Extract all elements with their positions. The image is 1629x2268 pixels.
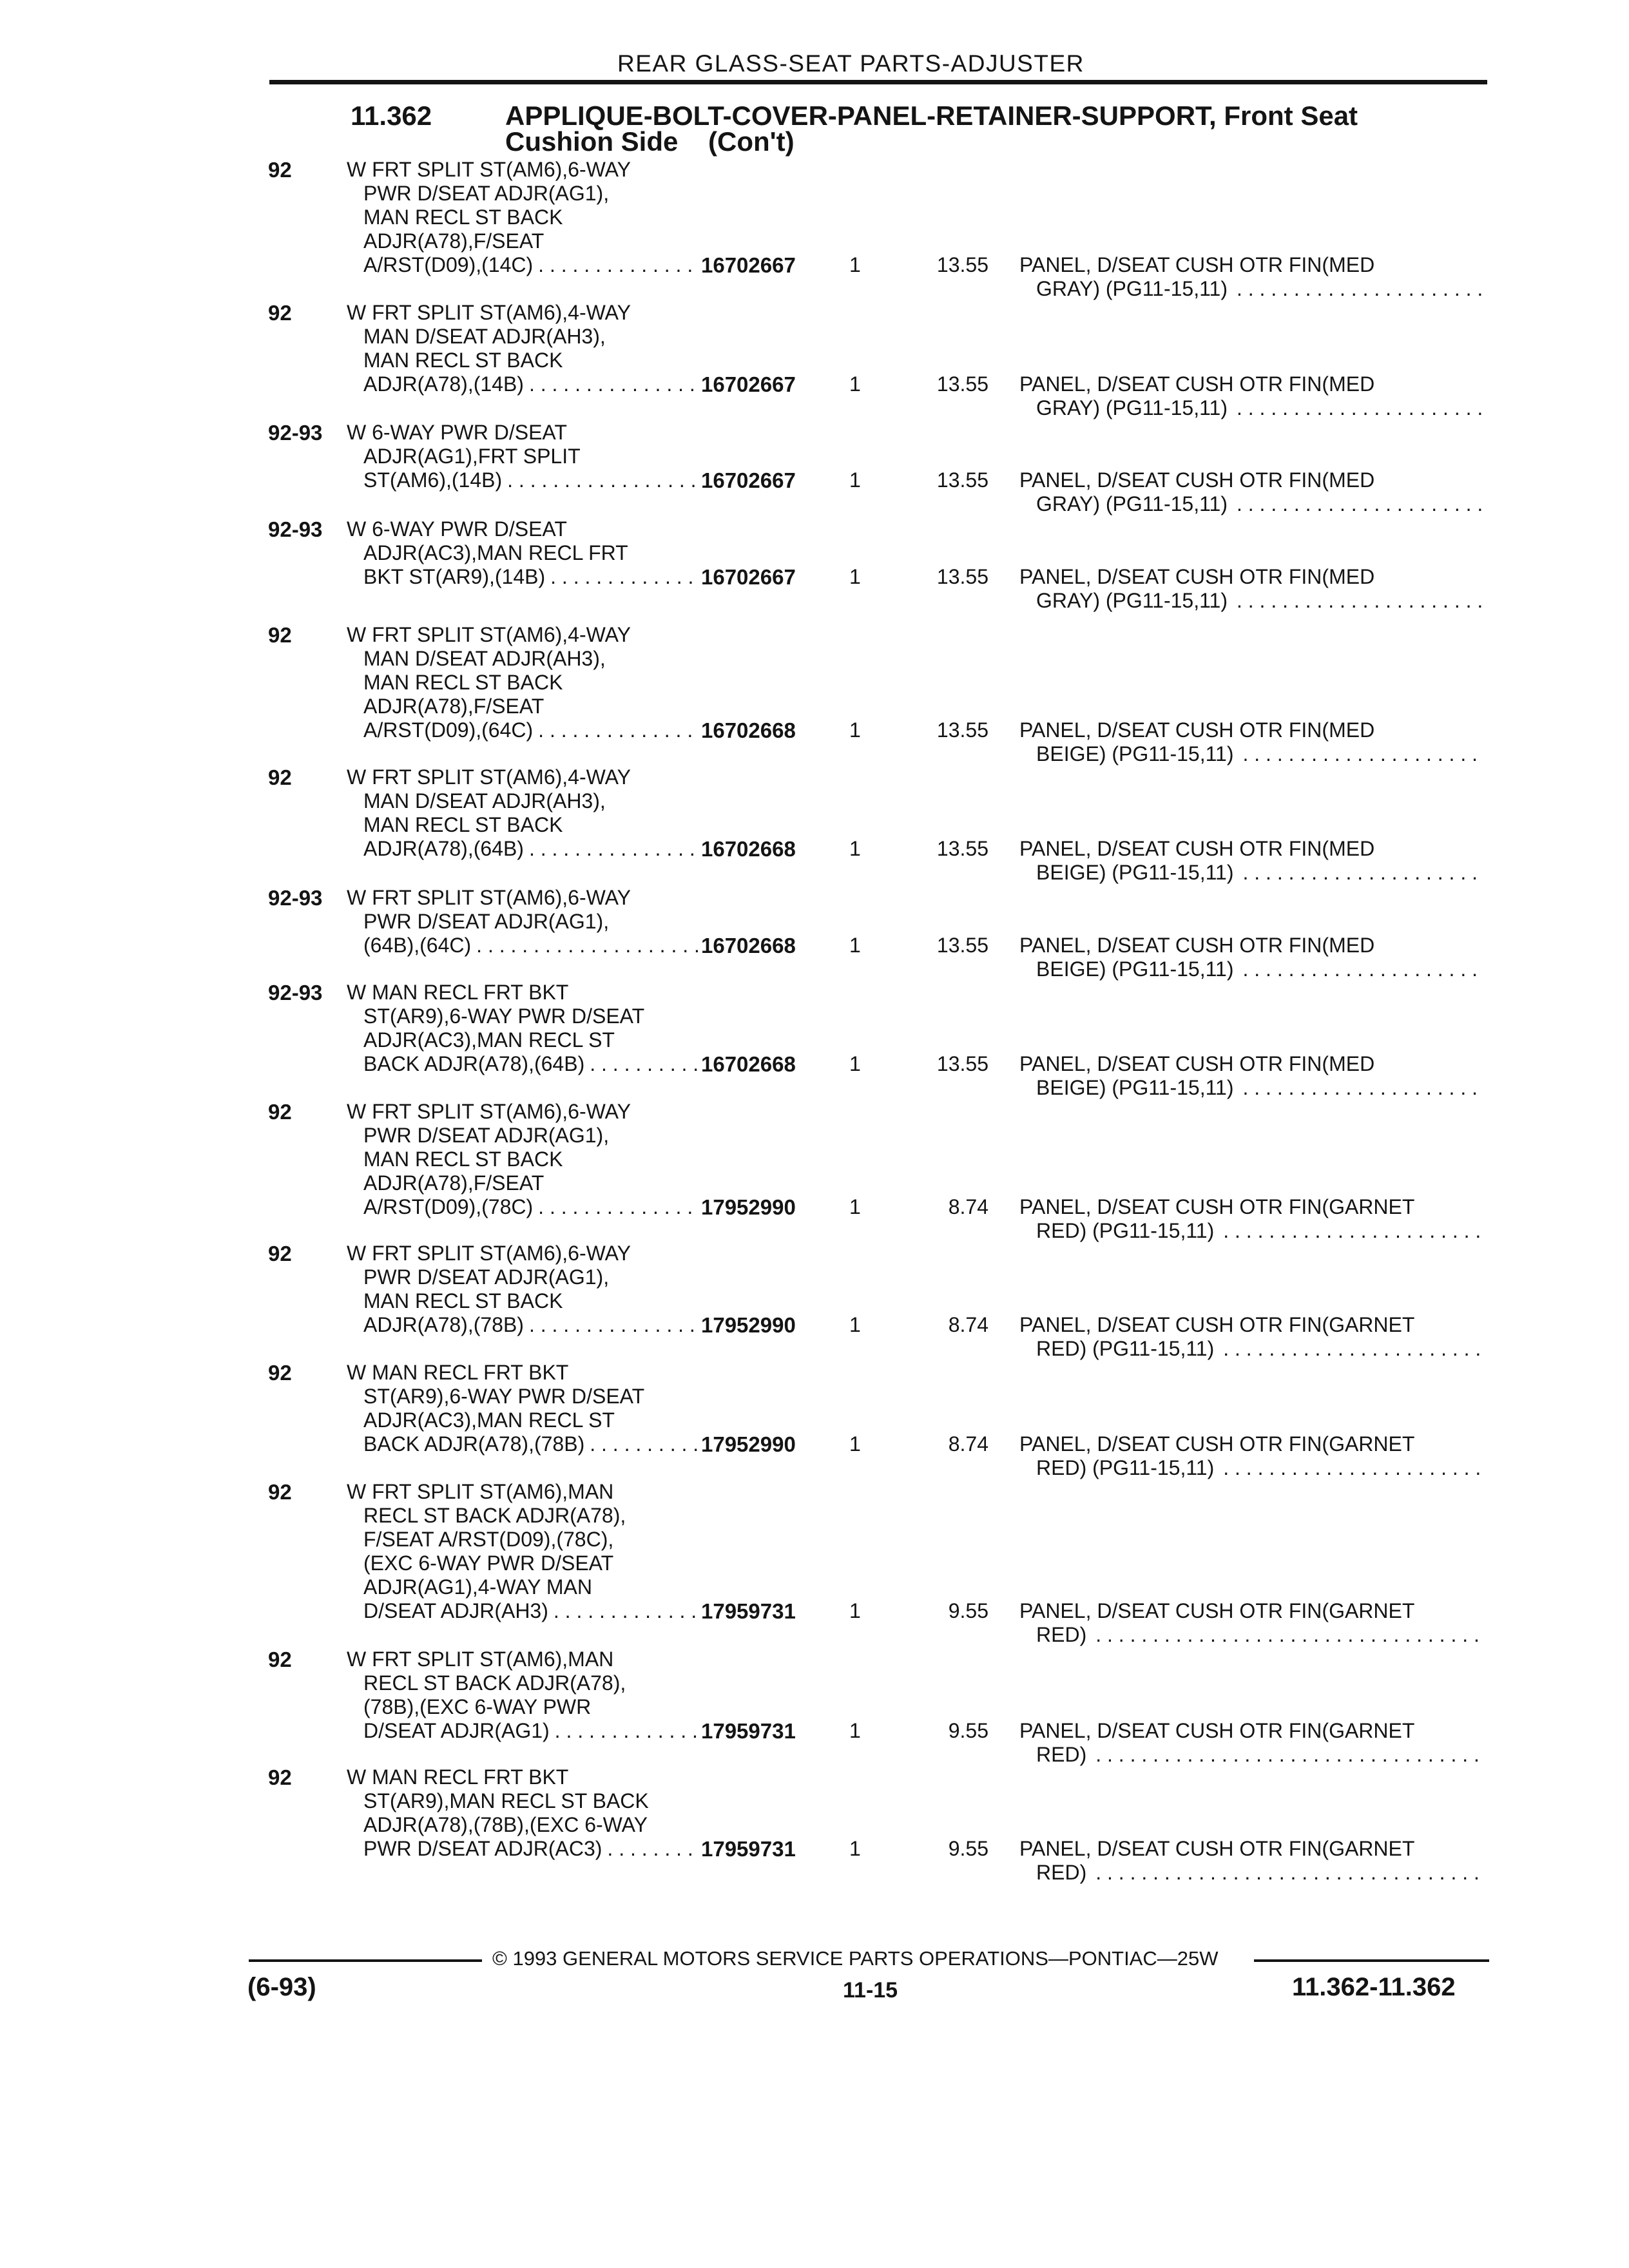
description-line: PWR D/SEAT ADJR(AG1), [363, 1265, 610, 1289]
quantity: 1 [849, 1313, 861, 1336]
description-line: W FRT SPLIT ST(AM6),6-WAY [347, 1100, 631, 1123]
quantity: 1 [849, 565, 861, 588]
part-name [1019, 565, 1483, 613]
description-line [347, 565, 698, 589]
part-name-line-2 [1019, 492, 1483, 516]
price: 13.55 [936, 1052, 988, 1075]
price: 8.74 [948, 1195, 988, 1218]
description-line-text: ADJR(A78),(14B) [363, 372, 524, 396]
page-header-title: REAR GLASS-SEAT PARTS-ADJUSTER [617, 50, 1084, 77]
quantity: 1 [849, 718, 861, 742]
part-name-line-2-text: BEIGE) (PG11-15,11) [1036, 861, 1234, 884]
part-name [1019, 468, 1483, 516]
part-name-line-1: PANEL, D/SEAT CUSH OTR FIN(GARNET [1019, 1313, 1415, 1336]
dot-leader [1086, 1861, 1483, 1885]
part-name [1019, 1599, 1483, 1647]
dot-leader [1214, 1456, 1483, 1480]
dot-leader [1214, 1337, 1483, 1361]
price: 13.55 [936, 253, 988, 276]
description-line-text: BKT ST(AR9),(14B) [363, 565, 546, 588]
price: 8.74 [948, 1313, 988, 1336]
part-name-line-2-text: GRAY) (PG11-15,11) [1036, 396, 1228, 419]
description-line: PWR D/SEAT ADJR(AG1), [363, 1124, 610, 1147]
description-line: MAN RECL ST BACK [363, 671, 563, 694]
description-line [347, 468, 698, 492]
part-name-line-2 [1019, 742, 1483, 766]
part-number: 17959731 [701, 1599, 796, 1623]
part-name [1019, 253, 1483, 301]
part-name-line-2-text: BEIGE) (PG11-15,11) [1036, 742, 1234, 765]
dot-leader [548, 1599, 698, 1623]
part-name [1019, 1195, 1483, 1243]
description-line [347, 718, 698, 742]
description-line: ADJR(AG1),FRT SPLIT [363, 445, 581, 468]
entry-year: 92 [268, 1765, 292, 1789]
description-line [347, 1313, 698, 1337]
quantity: 1 [849, 468, 861, 492]
description-line-text: A/RST(D09),(64C) [363, 718, 534, 742]
quantity: 1 [849, 1432, 861, 1456]
footer-date-code: (6-93) [247, 1973, 316, 2001]
dot-leader [524, 1313, 698, 1337]
part-name-line-1: PANEL, D/SEAT CUSH OTR FIN(MED [1019, 934, 1375, 957]
section-title [505, 103, 1358, 155]
part-name-line-2-text: RED) [1036, 1861, 1087, 1884]
footer-copyright: © 1993 GENERAL MOTORS SERVICE PARTS OPERATIONS—PONTIAC—25W [492, 1947, 1219, 1970]
part-name-line-2 [1019, 1337, 1483, 1361]
dot-leader [524, 837, 698, 861]
description-line-text: A/RST(D09),(78C) [363, 1195, 534, 1218]
entry-year: 92 [268, 1480, 292, 1504]
description-line-text: D/SEAT ADJR(AH3) [363, 1599, 548, 1622]
part-name-line-2-text: GRAY) (PG11-15,11) [1036, 277, 1228, 300]
description-line: W FRT SPLIT ST(AM6),4-WAY [347, 301, 631, 324]
description-line [347, 1719, 698, 1743]
description-line: MAN D/SEAT ADJR(AH3), [363, 325, 606, 348]
part-name-line-2 [1019, 396, 1483, 420]
description-line: W FRT SPLIT ST(AM6),MAN [347, 1648, 614, 1671]
entry-description [347, 1765, 698, 1861]
part-number: 16702667 [701, 565, 796, 589]
part-number: 16702667 [701, 372, 796, 396]
part-number: 16702668 [701, 1052, 796, 1076]
part-name-line-1: PANEL, D/SEAT CUSH OTR FIN(GARNET [1019, 1432, 1415, 1456]
description-line: (78B),(EXC 6-WAY PWR [363, 1695, 592, 1718]
description-line: ADJR(A78),F/SEAT [363, 229, 545, 253]
price: 8.74 [948, 1432, 988, 1456]
entry-year: 92 [268, 301, 292, 325]
part-name [1019, 1719, 1483, 1767]
description-line: ADJR(A78),(78B),(EXC 6-WAY [363, 1813, 648, 1836]
part-name-line-2-text: RED) (PG11-15,11) [1036, 1219, 1215, 1242]
part-number: 17959731 [701, 1837, 796, 1861]
description-line: W MAN RECL FRT BKT [347, 1765, 569, 1789]
part-number: 17952990 [701, 1195, 796, 1219]
description-line-text: (64B),(64C) [363, 934, 472, 957]
part-name-line-2-text: RED) (PG11-15,11) [1036, 1456, 1215, 1479]
part-name [1019, 837, 1483, 885]
dot-leader [1233, 957, 1483, 981]
entry-description [347, 1480, 698, 1623]
description-line: ADJR(A78),F/SEAT [363, 1171, 545, 1195]
description-line: W MAN RECL FRT BKT [347, 981, 569, 1004]
description-line: MAN RECL ST BACK [363, 813, 563, 836]
part-number: 17959731 [701, 1719, 796, 1743]
description-line-text: BACK ADJR(A78),(64B) [363, 1052, 585, 1075]
part-number: 16702668 [701, 934, 796, 957]
dot-leader [584, 1432, 698, 1456]
dot-leader [1228, 492, 1483, 516]
description-line: MAN D/SEAT ADJR(AH3), [363, 789, 606, 812]
description-line: W FRT SPLIT ST(AM6),4-WAY [347, 765, 631, 789]
quantity: 1 [849, 372, 861, 396]
description-line: W 6-WAY PWR D/SEAT [347, 517, 567, 541]
description-line: W MAN RECL FRT BKT [347, 1361, 569, 1384]
description-line: ADJR(A78),F/SEAT [363, 695, 545, 718]
description-line: ADJR(AC3),MAN RECL ST [363, 1028, 615, 1052]
description-line: MAN RECL ST BACK [363, 206, 563, 229]
part-name [1019, 372, 1483, 420]
dot-leader [502, 468, 698, 492]
entry-description [347, 1100, 698, 1219]
part-name-line-2-text: RED) [1036, 1743, 1087, 1766]
part-number: 16702668 [701, 837, 796, 861]
description-line [347, 372, 698, 396]
description-line: ST(AR9),MAN RECL ST BACK [363, 1789, 649, 1812]
part-name-line-2-text: RED) (PG11-15,11) [1036, 1337, 1215, 1360]
dot-leader [1228, 396, 1483, 420]
entry-year: 92-93 [268, 517, 323, 541]
description-line [347, 1052, 698, 1076]
part-name [1019, 1313, 1483, 1361]
part-name [1019, 1837, 1483, 1885]
description-line [347, 1837, 698, 1861]
entry-year: 92 [268, 1361, 292, 1385]
part-number: 17952990 [701, 1313, 796, 1337]
section-number: 11.362 [351, 101, 432, 131]
entry-description [347, 1242, 698, 1337]
description-line-text: D/SEAT ADJR(AG1) [363, 1719, 550, 1742]
part-name [1019, 1432, 1483, 1480]
header-rule [269, 80, 1487, 84]
dot-leader [1086, 1623, 1483, 1647]
dot-leader [602, 1837, 698, 1861]
footer-page-number: 11-15 [843, 1978, 898, 2003]
entry-description [347, 981, 698, 1076]
dot-leader [1233, 861, 1483, 885]
dot-leader [584, 1052, 698, 1076]
description-line: (EXC 6-WAY PWR D/SEAT [363, 1552, 614, 1575]
entry-description [347, 1648, 698, 1743]
description-line-text: ADJR(A78),(64B) [363, 837, 524, 860]
dot-leader [533, 253, 698, 277]
price: 13.55 [936, 565, 988, 588]
dot-leader [1228, 589, 1483, 613]
description-line-text: BACK ADJR(A78),(78B) [363, 1432, 585, 1456]
part-name-line-1: PANEL, D/SEAT CUSH OTR FIN(MED [1019, 565, 1375, 588]
part-name-line-2-text: GRAY) (PG11-15,11) [1036, 589, 1228, 612]
description-line-text: ST(AM6),(14B) [363, 468, 503, 492]
description-line: RECL ST BACK ADJR(A78), [363, 1504, 626, 1527]
description-line [347, 253, 698, 277]
part-name-line-1: PANEL, D/SEAT CUSH OTR FIN(MED [1019, 1052, 1375, 1075]
entry-year: 92 [268, 1242, 292, 1265]
part-name-line-2 [1019, 277, 1483, 301]
footer-section-range: 11.362-11.362 [1292, 1973, 1456, 2001]
entry-description [347, 421, 698, 492]
description-line-text: A/RST(D09),(14C) [363, 253, 534, 276]
part-name-line-2 [1019, 1076, 1483, 1100]
entry-description [347, 765, 698, 861]
part-name-line-2 [1019, 957, 1483, 981]
description-line: MAN RECL ST BACK [363, 1289, 563, 1312]
entry-year: 92 [268, 1100, 292, 1124]
quantity: 1 [849, 1195, 861, 1218]
dot-leader [1214, 1219, 1483, 1243]
part-name-line-1: PANEL, D/SEAT CUSH OTR FIN(GARNET [1019, 1837, 1415, 1860]
part-name-line-1: PANEL, D/SEAT CUSH OTR FIN(MED [1019, 837, 1375, 860]
description-line-text: PWR D/SEAT ADJR(AC3) [363, 1837, 602, 1860]
quantity: 1 [849, 1599, 861, 1622]
entry-description [347, 623, 698, 742]
footer-rule-right [1254, 1959, 1489, 1962]
description-line: W FRT SPLIT ST(AM6),4-WAY [347, 623, 631, 646]
part-name-line-2 [1019, 1743, 1483, 1767]
entry-year: 92 [268, 1648, 292, 1671]
quantity: 1 [849, 1052, 861, 1075]
entry-year: 92-93 [268, 421, 323, 445]
description-line: W FRT SPLIT ST(AM6),6-WAY [347, 158, 631, 181]
dot-leader [533, 1195, 698, 1219]
entry-description [347, 1361, 698, 1456]
description-line: ADJR(AG1),4-WAY MAN [363, 1575, 592, 1599]
description-line: RECL ST BACK ADJR(A78), [363, 1671, 626, 1695]
description-line-text: ADJR(A78),(78B) [363, 1313, 524, 1336]
description-line: W 6-WAY PWR D/SEAT [347, 421, 567, 444]
description-line: MAN D/SEAT ADJR(AH3), [363, 647, 606, 670]
part-name-line-2-text: BEIGE) (PG11-15,11) [1036, 957, 1234, 981]
part-name [1019, 718, 1483, 766]
description-line [347, 934, 698, 957]
dot-leader [1086, 1743, 1483, 1767]
description-line: PWR D/SEAT ADJR(AG1), [363, 910, 610, 933]
description-line: F/SEAT A/RST(D09),(78C), [363, 1528, 614, 1551]
price: 13.55 [936, 934, 988, 957]
part-name-line-1: PANEL, D/SEAT CUSH OTR FIN(MED [1019, 718, 1375, 742]
part-name-line-2 [1019, 589, 1483, 613]
description-line: PWR D/SEAT ADJR(AG1), [363, 182, 610, 205]
section-title-line-1: APPLIQUE-BOLT-COVER-PANEL-RETAINER-SUPPORT, Front Seat [505, 101, 1358, 131]
part-name [1019, 1052, 1483, 1100]
price: 9.55 [948, 1837, 988, 1860]
entry-year: 92 [268, 765, 292, 789]
part-name-line-1: PANEL, D/SEAT CUSH OTR FIN(GARNET [1019, 1195, 1415, 1218]
description-line: ST(AR9),6-WAY PWR D/SEAT [363, 1385, 645, 1408]
entry-description [347, 158, 698, 277]
part-name-line-2 [1019, 1219, 1483, 1243]
price: 13.55 [936, 468, 988, 492]
entry-description [347, 517, 698, 589]
entry-year: 92-93 [268, 886, 323, 910]
description-line [347, 837, 698, 861]
quantity: 1 [849, 1837, 861, 1860]
part-name-line-2-text: RED) [1036, 1623, 1087, 1646]
dot-leader [524, 372, 698, 396]
description-line [347, 1432, 698, 1456]
part-name-line-2 [1019, 1456, 1483, 1480]
dot-leader [1233, 742, 1483, 766]
part-number: 17952990 [701, 1432, 796, 1456]
entry-year: 92 [268, 623, 292, 647]
description-line: ST(AR9),6-WAY PWR D/SEAT [363, 1004, 645, 1028]
description-line: W FRT SPLIT ST(AM6),6-WAY [347, 1242, 631, 1265]
description-line [347, 1599, 698, 1623]
quantity: 1 [849, 253, 861, 276]
part-name-line-2-text: BEIGE) (PG11-15,11) [1036, 1076, 1234, 1099]
quantity: 1 [849, 837, 861, 860]
part-name-line-2 [1019, 1861, 1483, 1885]
entry-year: 92 [268, 158, 292, 182]
dot-leader [1228, 277, 1483, 301]
part-number: 16702667 [701, 253, 796, 277]
dot-leader [1233, 1076, 1483, 1100]
description-line: W FRT SPLIT ST(AM6),MAN [347, 1480, 614, 1503]
entry-description [347, 886, 698, 957]
part-name-line-1: PANEL, D/SEAT CUSH OTR FIN(MED [1019, 468, 1375, 492]
quantity: 1 [849, 1719, 861, 1742]
description-line [347, 1195, 698, 1219]
part-name-line-1: PANEL, D/SEAT CUSH OTR FIN(GARNET [1019, 1599, 1415, 1622]
price: 13.55 [936, 372, 988, 396]
quantity: 1 [849, 934, 861, 957]
description-line: ADJR(AC3),MAN RECL FRT [363, 541, 628, 564]
price: 13.55 [936, 718, 988, 742]
price: 9.55 [948, 1719, 988, 1742]
price: 13.55 [936, 837, 988, 860]
part-number: 16702667 [701, 468, 796, 492]
part-name-line-1: PANEL, D/SEAT CUSH OTR FIN(GARNET [1019, 1719, 1415, 1742]
dot-leader [550, 1719, 698, 1743]
part-name-line-1: PANEL, D/SEAT CUSH OTR FIN(MED [1019, 372, 1375, 396]
entry-description [347, 301, 698, 396]
description-line: W FRT SPLIT ST(AM6),6-WAY [347, 886, 631, 909]
description-line: MAN RECL ST BACK [363, 349, 563, 372]
part-number: 16702668 [701, 718, 796, 742]
description-line: MAN RECL ST BACK [363, 1148, 563, 1171]
section-title-line-2: Cushion Side (Con't) [505, 126, 795, 157]
dot-leader [545, 565, 698, 589]
part-name-line-2 [1019, 861, 1483, 885]
part-name-line-1: PANEL, D/SEAT CUSH OTR FIN(MED [1019, 253, 1375, 276]
description-line: ADJR(AC3),MAN RECL ST [363, 1408, 615, 1432]
dot-leader [533, 718, 698, 742]
part-name-line-2 [1019, 1623, 1483, 1647]
dot-leader [471, 934, 698, 957]
part-name [1019, 934, 1483, 981]
part-name-line-2-text: GRAY) (PG11-15,11) [1036, 492, 1228, 515]
price: 9.55 [948, 1599, 988, 1622]
entry-year: 92-93 [268, 981, 323, 1004]
footer-rule-left [249, 1959, 482, 1962]
